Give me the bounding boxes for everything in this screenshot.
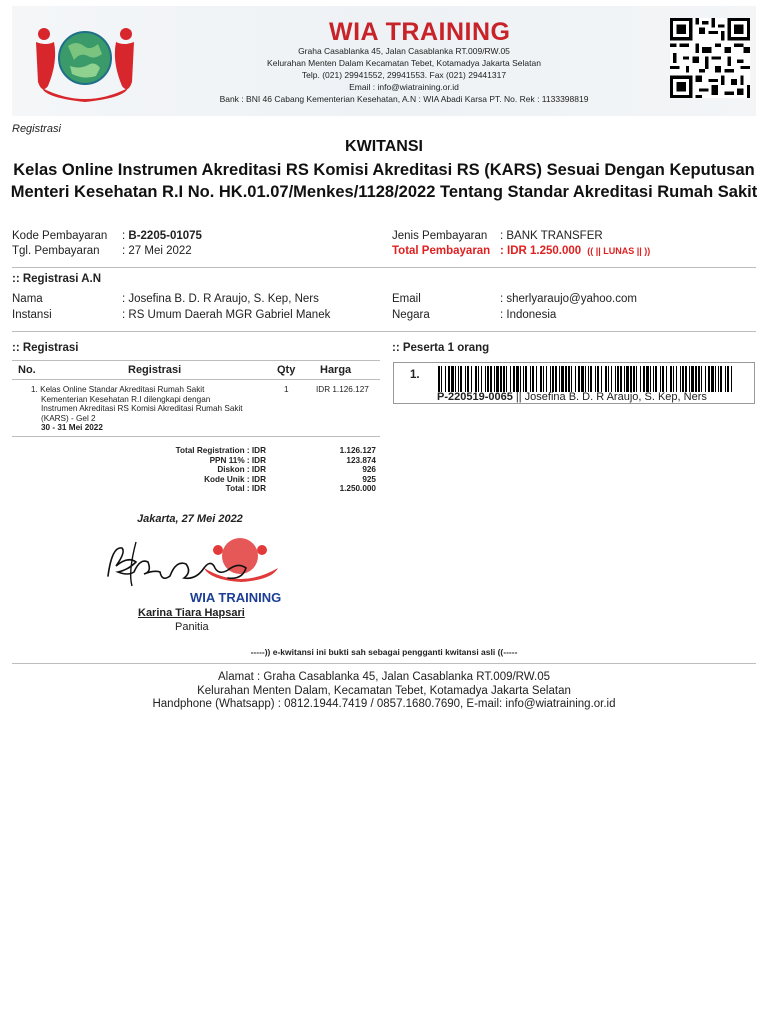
total-registration-label: Total Registration : IDR <box>175 446 266 455</box>
registrant-email-label: Email <box>392 293 421 305</box>
header-address: Graha Casablanka 45, Jalan Casablanka RT.009/RW.05 <box>298 46 510 56</box>
item-qty: 1 <box>284 385 289 394</box>
footer-address: Alamat : Graha Casablanka 45, Jalan Casablanka RT.009/RW.05 <box>218 671 550 683</box>
registrant-country-label: Negara <box>392 309 430 321</box>
header-phone: Telp. (021) 29941552, 29941553. Fax (021) 29441317 <box>301 70 507 80</box>
header-banner <box>12 6 756 116</box>
item-line: 1. Kelas Online Standar Akreditasi Rumah Sakit <box>31 385 205 394</box>
table-header-price: Harga <box>320 364 352 376</box>
registrant-name-label: Nama <box>12 293 43 305</box>
table-header-qty: Qty <box>277 364 296 376</box>
colon: : <box>122 293 129 305</box>
section-label: Registrasi <box>12 123 61 135</box>
discount-value: 926 <box>362 465 376 475</box>
ticket-code: P-220519-0065 <box>437 391 513 403</box>
payment-code-label: Kode Pembayaran <box>12 230 108 242</box>
colon: : <box>500 245 508 257</box>
divider <box>12 331 756 332</box>
table-top-rule <box>12 360 380 361</box>
table-header-no: No. <box>18 364 36 376</box>
brand-name: WIA TRAINING <box>329 18 511 46</box>
payment-total-value: IDR 1.250.000 <box>507 245 582 257</box>
item-dates: 30 - 31 Mei 2022 <box>41 423 103 433</box>
payment-status-badge: (( || LUNAS || )) <box>587 246 651 256</box>
table-header-rule <box>12 379 380 380</box>
colon: : <box>500 230 507 242</box>
barcode-icon <box>438 366 732 392</box>
document-subtitle: Kelas Online Instrumen Akreditasi RS Komisi Akreditasi RS (KARS) Sesuai Dengan Keputusan Menteri Kesehatan R.I No. HK.01.07/Menkes/1128/2022 Tentang Standar Akreditasi Rumah Sakit <box>10 161 758 201</box>
place-date: Jakarta, 27 Mei 2022 <box>137 513 243 525</box>
table-header-item: Registrasi <box>128 364 182 376</box>
colon: : <box>500 309 507 321</box>
ekwitansi-notice: -----)) e-kwitansi ini bukti sah sebagai pengganti kwitansi asli ((----- <box>250 647 518 657</box>
payment-code-value: B-2205-01075 <box>128 230 202 242</box>
registrant-name-value: Josefina B. D. R Araujo, S. Kep, Ners <box>128 293 319 305</box>
grand-total-label: Total : IDR <box>225 484 266 494</box>
payment-code-row <box>12 230 202 242</box>
divider <box>12 267 756 268</box>
payment-date-row <box>12 245 192 257</box>
signer-name: Karina Tiara Hapsari <box>138 607 245 619</box>
ticket-holder: || Josefina B. D. R Araujo, S. Kep, Ners <box>512 391 707 403</box>
colon: : <box>122 230 129 242</box>
header-district: Kelurahan Menten Dalam Kecamatan Tebet, Kotamadya Jakarta Selatan <box>267 58 541 68</box>
payment-date-value: 27 Mei 2022 <box>128 245 192 257</box>
payment-type-value: BANK TRANSFER <box>506 230 603 242</box>
registrant-institution-row <box>12 309 330 321</box>
registrant-section-title: :: Registrasi A.N <box>12 273 102 285</box>
registrant-country-value: Indonesia <box>506 309 557 321</box>
colon: : <box>122 245 129 257</box>
registrant-email-row <box>392 293 637 305</box>
header-email: Email : info@wiatraining.or.id <box>349 82 459 92</box>
participants-section-title: :: Peserta 1 orang <box>392 342 490 354</box>
payment-type-row <box>392 230 603 242</box>
registrant-institution-label: Instansi <box>12 309 52 321</box>
grand-total-value: 1.250.000 <box>339 484 376 494</box>
ppn-value: 123.874 <box>346 455 376 465</box>
signature-stamp-icon <box>100 528 300 608</box>
registrant-name-row <box>12 293 319 305</box>
colon: : <box>500 293 507 305</box>
total-registration-value: 1.126.127 <box>339 446 376 455</box>
footer-contact: Handphone (Whatsapp) : 0812.1944.7419 / 0857.1680.7690, E-mail: info@wiatraining.or.id <box>152 698 616 710</box>
discount-label: Diskon : IDR <box>217 465 266 475</box>
item-line: Kementerian Kesehatan R.I dilengkapi dengan <box>41 394 211 404</box>
registrant-country-row <box>392 309 556 321</box>
item-price: IDR 1.126.127 <box>316 385 369 394</box>
registration-section-title: :: Registrasi <box>12 342 79 354</box>
footer-district: Kelurahan Menten Dalam, Kecamatan Tebet, Kotamadya Jakarta Selatan <box>197 685 571 697</box>
participant-number: 1. <box>410 369 420 381</box>
registrant-institution-value: RS Umum Daerah MGR Gabriel Manek <box>128 309 331 321</box>
stamp-text: WIA TRAINING <box>190 590 282 605</box>
table-bottom-rule <box>12 436 380 437</box>
item-line: (KARS) - Gel 2 <box>41 413 96 423</box>
unique-code-value: 925 <box>362 474 376 484</box>
registrant-email-value: sherlyaraujo@yahoo.com <box>506 293 637 305</box>
payment-total-label: Total Pembayaran <box>392 245 491 257</box>
unique-code-label: Kode Unik : IDR <box>204 474 266 484</box>
signer-role: Panitia <box>175 621 209 633</box>
document-title: KWITANSI <box>345 138 423 155</box>
item-line: Instrumen Akreditasi RS Komisi Akreditasi Rumah Sakit <box>41 404 243 414</box>
payment-date-label: Tgl. Pembayaran <box>12 245 100 257</box>
divider <box>12 663 756 664</box>
payment-type-label: Jenis Pembayaran <box>392 230 488 242</box>
participant-ticket <box>437 391 707 403</box>
ppn-label: PPN 11% : IDR <box>209 455 266 465</box>
qr-code-icon <box>670 18 750 98</box>
header-bank: Bank : BNI 46 Cabang Kementerian Kesehatan, A.N : WIA Abadi Karsa PT. No. Rek : 1133398819 <box>219 94 589 104</box>
payment-total-row <box>392 245 650 257</box>
colon: : <box>122 309 129 321</box>
